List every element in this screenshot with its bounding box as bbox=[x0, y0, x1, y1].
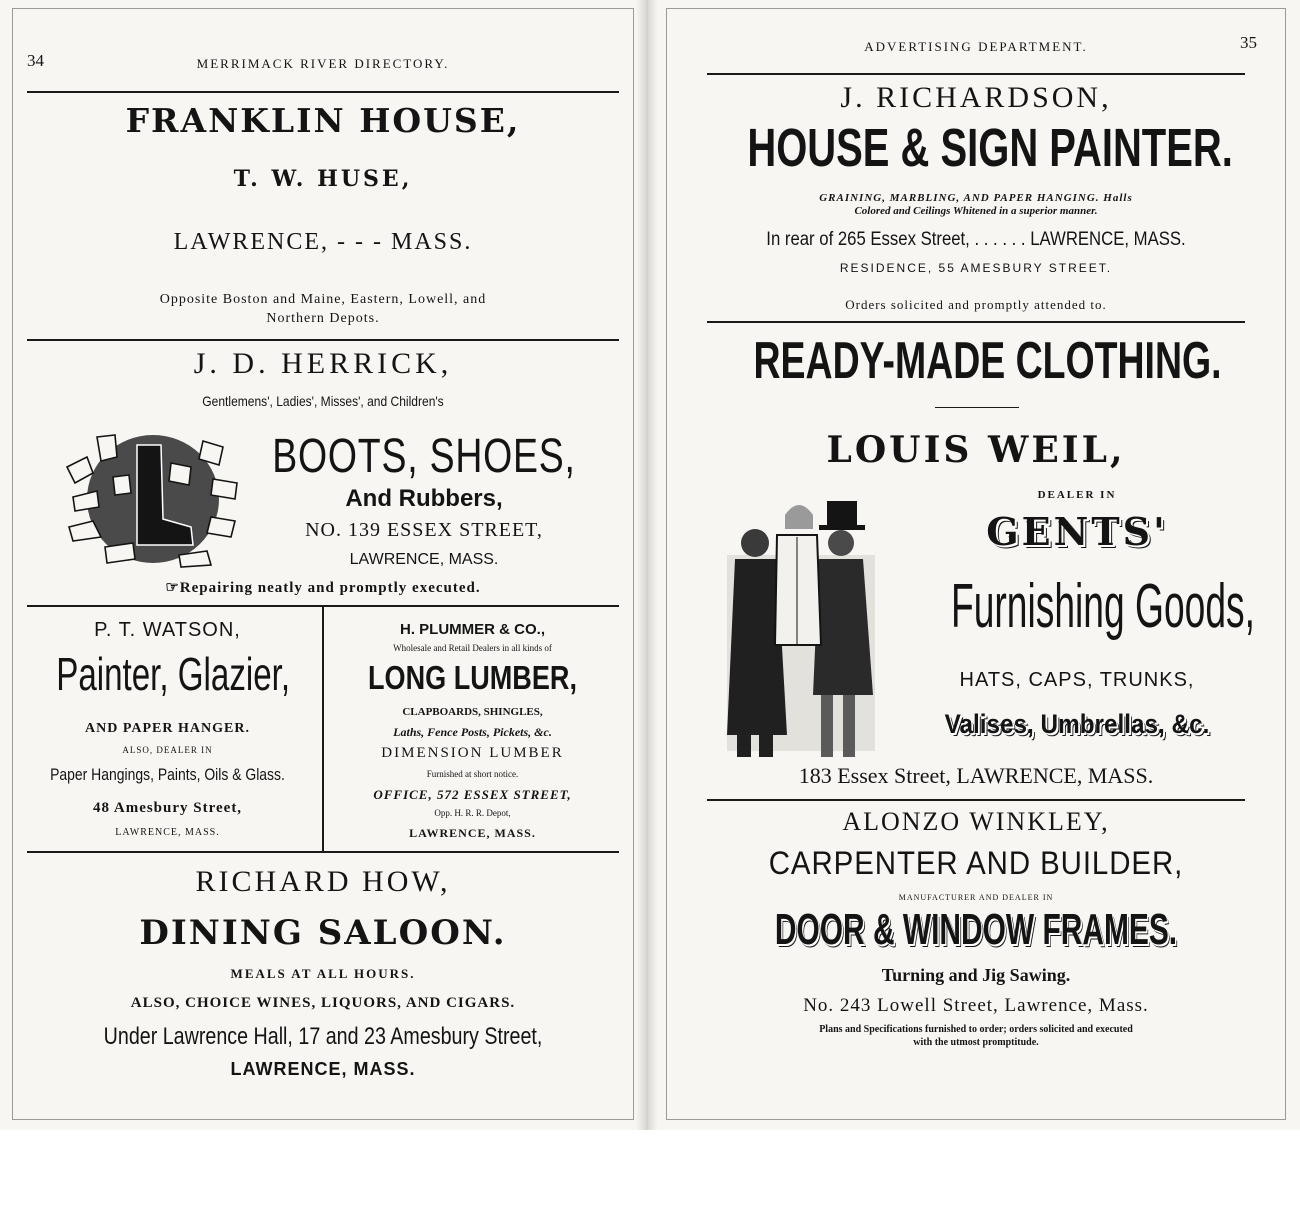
ad-opp: Opp. H. R. R. Depot, bbox=[434, 808, 511, 818]
ad-subtitle: Gentlemens', Ladies', Misses', and Children's bbox=[202, 393, 444, 409]
ad-name: RICHARD HOW, bbox=[195, 865, 451, 898]
ad-note: GRAINING, MARBLING, AND PAPER HANGING. Halls bbox=[819, 192, 1133, 204]
ad-line: Laths, Fence Posts, Pickets, &c. bbox=[393, 725, 552, 739]
ad-name: P. T. WATSON, bbox=[94, 619, 241, 641]
ad-headline: DINING SALOON. bbox=[139, 913, 507, 953]
ad-trade: Painter, Glazier, bbox=[56, 648, 291, 700]
boots-engraving-icon bbox=[53, 427, 248, 572]
ad-headline: DOOR & WINDOW FRAMES. bbox=[774, 905, 1178, 954]
ad-valises: Valises, Umbrellas, &c. bbox=[944, 709, 1210, 739]
header-rule bbox=[707, 73, 1245, 75]
left-page bbox=[12, 8, 634, 1120]
ad-also: ALSO, DEALER IN bbox=[122, 745, 213, 755]
short-rule bbox=[935, 407, 1019, 408]
ad-plans: Plans and Specifications furnished to order; orders solicited and executed bbox=[819, 1024, 1133, 1035]
ad-city: LAWRENCE, MASS. bbox=[409, 826, 536, 840]
book-gutter bbox=[636, 0, 658, 1130]
ad-meals: MEALS AT ALL HOURS. bbox=[230, 966, 416, 981]
page-number-left: 34 bbox=[27, 51, 44, 70]
section-rule bbox=[707, 321, 1245, 323]
ad-hats: HATS, CAPS, TRUNKS, bbox=[959, 669, 1195, 691]
ad-ready-made-clothing: READY-MADE CLOTHING. bbox=[753, 332, 1222, 390]
ad-note: ☞Repairing neatly and promptly executed. bbox=[165, 580, 481, 596]
ad-turning: Turning and Jig Sawing. bbox=[881, 965, 1071, 985]
ad-title: FRANKLIN HOUSE, bbox=[125, 101, 521, 140]
ad-address: Under Lawrence Hall, 17 and 23 Amesbury Street, bbox=[103, 1023, 543, 1050]
section-rule bbox=[707, 799, 1245, 801]
ad-manufacturer: MANUFACTURER AND DEALER IN bbox=[898, 893, 1054, 902]
ad-plans: with the utmost promptitude. bbox=[913, 1037, 1039, 1048]
ad-city: LAWRENCE, MASS. bbox=[349, 551, 499, 568]
ad-goods: Paper Hangings, Paints, Oils & Glass. bbox=[50, 765, 285, 784]
ad-name: J. RICHARDSON, bbox=[840, 81, 1112, 114]
ad-trade-line: AND PAPER HANGER. bbox=[85, 721, 250, 736]
section-rule bbox=[27, 851, 619, 853]
ad-city: LAWRENCE, MASS. bbox=[230, 1059, 416, 1079]
tailor-engraving-icon bbox=[707, 495, 887, 767]
section-rule bbox=[27, 339, 619, 341]
ad-trade: CARPENTER AND BUILDER, bbox=[768, 845, 1184, 881]
ad-subline: And Rubbers, bbox=[345, 485, 503, 512]
ad-orders: Orders solicited and promptly attended to. bbox=[845, 297, 1107, 312]
page-number-right: 35 bbox=[1240, 33, 1257, 52]
ad-note: Northern Depots. bbox=[266, 311, 380, 326]
ad-name: LOUIS WEIL, bbox=[826, 429, 1126, 471]
ad-address: 48 Amesbury Street, bbox=[92, 800, 243, 816]
ad-line: CLAPBOARDS, SHINGLES, bbox=[402, 706, 543, 718]
ad-line: Furnished at short notice. bbox=[426, 769, 519, 779]
running-head-left: MERRIMACK RIVER DIRECTORY. bbox=[196, 56, 450, 71]
ad-name: ALONZO WINKLEY, bbox=[842, 807, 1110, 836]
ad-proprietor: T. W. HUSE, bbox=[233, 166, 413, 192]
ad-headline: LONG LUMBER, bbox=[368, 659, 577, 696]
ad-address: No. 243 Lowell Street, Lawrence, Mass. bbox=[803, 995, 1149, 1016]
ad-note: Colored and Ceilings Whitened in a superior manner. bbox=[854, 205, 1098, 217]
running-head-right: ADVERTISING DEPARTMENT. bbox=[864, 39, 1088, 54]
ad-headline: BOOTS, SHOES, bbox=[272, 430, 576, 483]
ad-also: ALSO, CHOICE WINES, LIQUORS, AND CIGARS. bbox=[130, 995, 516, 1011]
ad-location: LAWRENCE, - - - MASS. bbox=[173, 229, 473, 255]
ad-headline: HOUSE & SIGN PAINTER. bbox=[747, 118, 1233, 178]
ad-address: 183 Essex Street, LAWRENCE, MASS. bbox=[798, 763, 1154, 788]
ad-address: NO. 139 ESSEX STREET, bbox=[305, 519, 543, 541]
ad-dealer: DEALER IN bbox=[1037, 489, 1117, 501]
header-rule bbox=[27, 91, 619, 93]
ad-line: DIMENSION LUMBER bbox=[381, 745, 564, 761]
ad-name: J. D. HERRICK, bbox=[193, 347, 453, 380]
ad-note: Opposite Boston and Maine, Eastern, Lowell, and bbox=[159, 292, 487, 307]
ad-dealers: Wholesale and Retail Dealers in all kinds of bbox=[393, 643, 552, 653]
ad-furnishing: Furnishing Goods, bbox=[951, 572, 1255, 641]
ad-name: H. PLUMMER & CO., bbox=[400, 621, 545, 638]
ad-address: In rear of 265 Essex Street, . . . . . . LAWRENCE, MASS. bbox=[766, 229, 1186, 250]
ad-residence: RESIDENCE, 55 AMESBURY STREET. bbox=[839, 261, 1113, 275]
ad-office: OFFICE, 572 ESSEX STREET, bbox=[373, 787, 572, 802]
bottom-margin bbox=[0, 1130, 1300, 1218]
right-page bbox=[666, 8, 1286, 1120]
ad-gents: GENTS' bbox=[986, 509, 1168, 554]
ad-city: LAWRENCE, MASS. bbox=[115, 827, 220, 838]
